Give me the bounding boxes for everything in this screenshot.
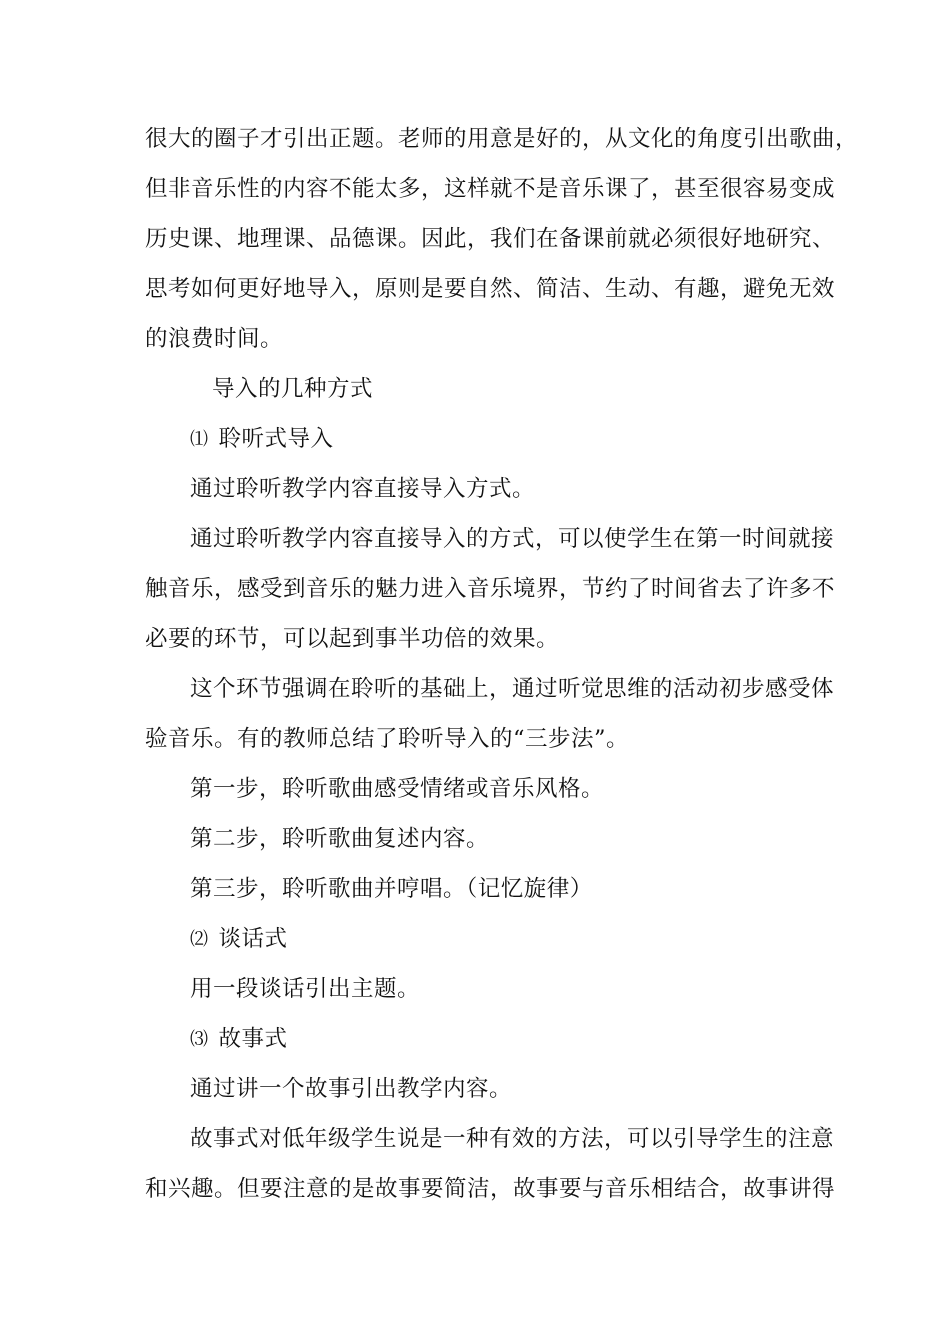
subsection-title: 故事式 xyxy=(218,1026,288,1052)
subsection-heading xyxy=(190,1024,825,1054)
section-heading: 导入的几种方式 xyxy=(212,376,374,402)
paragraph-line: 触音乐，感受到音乐的魅力进入音乐境界，节约了时间省去了许多不 xyxy=(145,576,836,602)
subsection-title: 谈话式 xyxy=(218,926,288,952)
paragraph-line: 和兴趣。但要注意的是故事要简洁，故事要与音乐相结合，故事讲得 xyxy=(145,1176,836,1202)
list-marker: ⑵ xyxy=(190,929,209,950)
paragraph-line: 思考如何更好地导入，原则是要自然、简洁、生动、有趣，避免无效 xyxy=(145,276,836,302)
subsection-heading xyxy=(190,424,825,454)
paragraph-line: 第一步，聆听歌曲感受情绪或音乐风格。 xyxy=(190,776,605,802)
paragraph-line: 历史课、地理课、品德课。因此，我们在备课前就必须很好地研究、 xyxy=(145,226,836,252)
subsection-heading xyxy=(190,924,825,954)
paragraph-line: 必要的环节，可以起到事半功倍的效果。 xyxy=(145,626,560,652)
paragraph-line: 通过讲一个故事引出教学内容。 xyxy=(190,1076,513,1102)
paragraph-line: 验音乐。有的教师总结了聆听导入的“三步法”。 xyxy=(145,726,630,752)
paragraph-line: 这个环节强调在聆听的基础上，通过听觉思维的活动初步感受体 xyxy=(190,676,835,702)
paragraph-line: 第二步，聆听歌曲复述内容。 xyxy=(190,826,490,852)
paragraph-line: 的浪费时间。 xyxy=(145,326,284,352)
list-marker: ⑶ xyxy=(190,1029,209,1050)
paragraph-line: 通过聆听教学内容直接导入方式。 xyxy=(190,476,536,502)
paragraph-line: 但非音乐性的内容不能太多，这样就不是音乐课了，甚至很容易变成 xyxy=(145,176,836,202)
paragraph-line: 通过聆听教学内容直接导入的方式，可以使学生在第一时间就接 xyxy=(190,526,835,552)
paragraph-line: 第三步，聆听歌曲并哼唱。（记忆旋律） xyxy=(190,876,593,902)
paragraph-line: 很大的圈子才引出正题。老师的用意是好的，从文化的角度引出歌曲， xyxy=(145,126,859,152)
paragraph-line: 故事式对低年级学生说是一种有效的方法，可以引导学生的注意 xyxy=(190,1126,835,1152)
subsection-title: 聆听式导入 xyxy=(218,426,334,452)
paragraph-line: 用一段谈话引出主题。 xyxy=(190,976,421,1002)
list-marker: ⑴ xyxy=(190,429,209,450)
